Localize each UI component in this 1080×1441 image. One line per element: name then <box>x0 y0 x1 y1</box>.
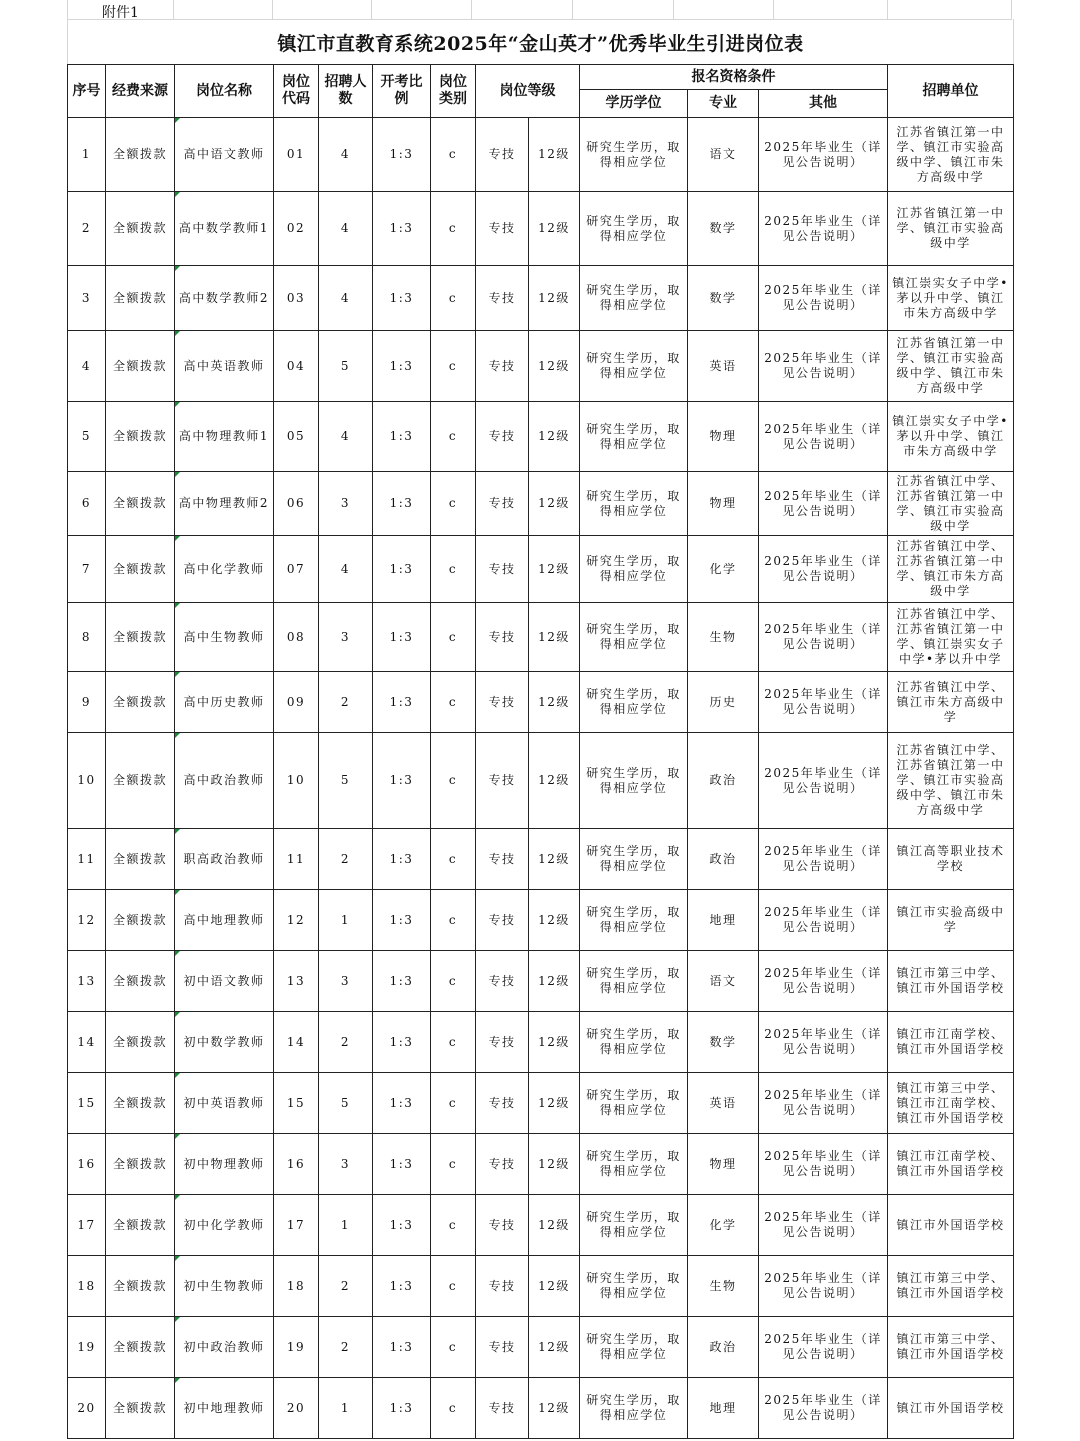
row-post-code: 10 <box>274 733 319 829</box>
row-post-type: c <box>431 118 476 192</box>
row-unit: 镇江崇实女子中学•茅以升中学、镇江市朱方高级中学 <box>888 402 1014 472</box>
row-post-grade: 12级 <box>529 603 580 672</box>
row-other: 2025年毕业生（详见公告说明） <box>759 1073 888 1134</box>
row-post-grade: 12级 <box>529 472 580 536</box>
row-post-grade: 12级 <box>529 1012 580 1073</box>
row-major: 化学 <box>688 536 759 603</box>
row-funding: 全额拨款 <box>106 829 175 890</box>
header-seq: 序号 <box>68 65 106 118</box>
row-hire-count: 3 <box>319 951 373 1012</box>
row-funding: 全额拨款 <box>106 890 175 951</box>
row-unit: 镇江市第三中学、镇江市江南学校、镇江市外国语学校 <box>888 1073 1014 1134</box>
row-exam-ratio: 1:3 <box>373 118 431 192</box>
header-post-code: 岗位代码 <box>274 65 319 118</box>
row-seq: 20 <box>68 1378 106 1439</box>
row-seq: 8 <box>68 603 106 672</box>
table-row <box>68 829 1014 890</box>
row-unit: 江苏省镇江中学、江苏省镇江第一中学、镇江市实验高级中学 <box>888 472 1014 536</box>
row-seq: 12 <box>68 890 106 951</box>
row-post-grade: 12级 <box>529 733 580 829</box>
row-exam-ratio: 1:3 <box>373 1256 431 1317</box>
row-post-grade: 12级 <box>529 1195 580 1256</box>
row-post-name: 高中物理教师2 <box>175 472 274 536</box>
row-hire-count: 4 <box>319 536 373 603</box>
row-post-grade: 12级 <box>529 1134 580 1195</box>
row-post-name: 初中数学教师 <box>175 1012 274 1073</box>
row-post-code: 11 <box>274 829 319 890</box>
header-funding: 经费来源 <box>106 65 175 118</box>
row-post-category: 专技 <box>476 402 529 472</box>
row-seq: 1 <box>68 118 106 192</box>
row-major: 语文 <box>688 118 759 192</box>
row-major: 生物 <box>688 603 759 672</box>
row-major: 历史 <box>688 672 759 733</box>
attachment-label: 附件1 <box>102 5 139 21</box>
row-hire-count: 1 <box>319 1378 373 1439</box>
row-hire-count: 3 <box>319 1134 373 1195</box>
title-row <box>67 19 1014 64</box>
row-hire-count: 1 <box>319 890 373 951</box>
row-other: 2025年毕业生（详见公告说明） <box>759 733 888 829</box>
row-post-grade: 12级 <box>529 951 580 1012</box>
row-seq: 15 <box>68 1073 106 1134</box>
row-other: 2025年毕业生（详见公告说明） <box>759 536 888 603</box>
row-post-grade: 12级 <box>529 331 580 402</box>
table-row <box>68 733 1014 829</box>
row-unit: 江苏省镇江第一中学、镇江市实验高级中学、镇江市朱方高级中学 <box>888 118 1014 192</box>
row-other: 2025年毕业生（详见公告说明） <box>759 951 888 1012</box>
row-post-code: 06 <box>274 472 319 536</box>
row-unit: 江苏省镇江第一中学、镇江市实验高级中学、镇江市朱方高级中学 <box>888 331 1014 402</box>
row-other: 2025年毕业生（详见公告说明） <box>759 890 888 951</box>
row-post-code: 12 <box>274 890 319 951</box>
row-hire-count: 1 <box>319 1195 373 1256</box>
row-post-type: c <box>431 733 476 829</box>
row-major: 物理 <box>688 1134 759 1195</box>
row-seq: 16 <box>68 1134 106 1195</box>
row-unit: 镇江高等职业技术学校 <box>888 829 1014 890</box>
row-major: 政治 <box>688 829 759 890</box>
row-post-category: 专技 <box>476 266 529 331</box>
row-major: 数学 <box>688 266 759 331</box>
row-post-type: c <box>431 1317 476 1378</box>
row-post-name: 职高政治教师 <box>175 829 274 890</box>
row-education: 研究生学历，取得相应学位 <box>580 536 688 603</box>
row-post-grade: 12级 <box>529 890 580 951</box>
row-hire-count: 4 <box>319 118 373 192</box>
row-exam-ratio: 1:3 <box>373 951 431 1012</box>
row-post-name: 高中数学教师1 <box>175 192 274 266</box>
row-seq: 6 <box>68 472 106 536</box>
header-post-grade: 岗位等级 <box>476 65 580 118</box>
row-post-type: c <box>431 1073 476 1134</box>
row-post-name: 初中地理教师 <box>175 1378 274 1439</box>
row-post-code: 09 <box>274 672 319 733</box>
row-education: 研究生学历，取得相应学位 <box>580 192 688 266</box>
row-unit: 江苏省镇江中学、江苏省镇江第一中学、镇江崇实女子中学•茅以升中学 <box>888 603 1014 672</box>
row-post-code: 07 <box>274 536 319 603</box>
row-unit: 江苏省镇江第一中学、镇江市实验高级中学 <box>888 192 1014 266</box>
row-exam-ratio: 1:3 <box>373 829 431 890</box>
row-exam-ratio: 1:3 <box>373 331 431 402</box>
row-funding: 全额拨款 <box>106 266 175 331</box>
row-funding: 全额拨款 <box>106 1378 175 1439</box>
row-post-type: c <box>431 1256 476 1317</box>
row-seq: 5 <box>68 402 106 472</box>
row-post-category: 专技 <box>476 1378 529 1439</box>
row-post-name: 高中英语教师 <box>175 331 274 402</box>
table-row <box>68 536 1014 603</box>
row-exam-ratio: 1:3 <box>373 402 431 472</box>
row-major: 物理 <box>688 402 759 472</box>
row-post-category: 专技 <box>476 829 529 890</box>
row-seq: 14 <box>68 1012 106 1073</box>
row-funding: 全额拨款 <box>106 1317 175 1378</box>
row-post-category: 专技 <box>476 331 529 402</box>
row-major: 地理 <box>688 1378 759 1439</box>
row-post-type: c <box>431 402 476 472</box>
row-hire-count: 2 <box>319 1012 373 1073</box>
row-funding: 全额拨款 <box>106 1134 175 1195</box>
row-seq: 2 <box>68 192 106 266</box>
row-post-type: c <box>431 603 476 672</box>
row-post-name: 初中英语教师 <box>175 1073 274 1134</box>
row-post-category: 专技 <box>476 118 529 192</box>
row-unit: 江苏省镇江中学、镇江市朱方高级中学 <box>888 672 1014 733</box>
row-post-grade: 12级 <box>529 1073 580 1134</box>
table-row <box>68 1134 1014 1195</box>
table-row <box>68 890 1014 951</box>
row-exam-ratio: 1:3 <box>373 1134 431 1195</box>
row-other: 2025年毕业生（详见公告说明） <box>759 1256 888 1317</box>
row-post-type: c <box>431 192 476 266</box>
table-row <box>68 331 1014 402</box>
row-post-category: 专技 <box>476 1073 529 1134</box>
row-post-grade: 12级 <box>529 118 580 192</box>
row-seq: 9 <box>68 672 106 733</box>
row-exam-ratio: 1:3 <box>373 733 431 829</box>
row-post-type: c <box>431 472 476 536</box>
row-post-type: c <box>431 890 476 951</box>
table-row <box>68 672 1014 733</box>
row-major: 化学 <box>688 1195 759 1256</box>
row-post-type: c <box>431 672 476 733</box>
row-post-code: 14 <box>274 1012 319 1073</box>
row-exam-ratio: 1:3 <box>373 1317 431 1378</box>
row-hire-count: 2 <box>319 829 373 890</box>
row-exam-ratio: 1:3 <box>373 672 431 733</box>
row-post-category: 专技 <box>476 733 529 829</box>
row-post-category: 专技 <box>476 890 529 951</box>
row-unit: 镇江市第三中学、镇江市外国语学校 <box>888 1256 1014 1317</box>
row-education: 研究生学历，取得相应学位 <box>580 1378 688 1439</box>
row-other: 2025年毕业生（详见公告说明） <box>759 1134 888 1195</box>
row-education: 研究生学历，取得相应学位 <box>580 829 688 890</box>
row-education: 研究生学历，取得相应学位 <box>580 890 688 951</box>
row-seq: 19 <box>68 1317 106 1378</box>
row-post-category: 专技 <box>476 536 529 603</box>
row-post-name: 高中地理教师 <box>175 890 274 951</box>
row-post-grade: 12级 <box>529 1378 580 1439</box>
row-post-category: 专技 <box>476 603 529 672</box>
row-hire-count: 2 <box>319 672 373 733</box>
row-post-category: 专技 <box>476 672 529 733</box>
row-post-grade: 12级 <box>529 1317 580 1378</box>
table-row <box>68 266 1014 331</box>
row-education: 研究生学历，取得相应学位 <box>580 331 688 402</box>
row-exam-ratio: 1:3 <box>373 1012 431 1073</box>
row-post-category: 专技 <box>476 192 529 266</box>
row-hire-count: 3 <box>319 472 373 536</box>
table-row <box>68 402 1014 472</box>
row-other: 2025年毕业生（详见公告说明） <box>759 603 888 672</box>
row-exam-ratio: 1:3 <box>373 1195 431 1256</box>
row-education: 研究生学历，取得相应学位 <box>580 1073 688 1134</box>
row-post-type: c <box>431 266 476 331</box>
row-education: 研究生学历，取得相应学位 <box>580 733 688 829</box>
table-row <box>68 1317 1014 1378</box>
row-post-code: 20 <box>274 1378 319 1439</box>
row-post-code: 16 <box>274 1134 319 1195</box>
row-funding: 全额拨款 <box>106 1012 175 1073</box>
row-funding: 全额拨款 <box>106 672 175 733</box>
row-other: 2025年毕业生（详见公告说明） <box>759 472 888 536</box>
row-unit: 镇江市实验高级中学 <box>888 890 1014 951</box>
row-unit: 镇江市江南学校、镇江市外国语学校 <box>888 1012 1014 1073</box>
header-post-type: 岗位类别 <box>431 65 476 118</box>
row-hire-count: 4 <box>319 266 373 331</box>
row-funding: 全额拨款 <box>106 331 175 402</box>
row-post-type: c <box>431 1012 476 1073</box>
row-post-name: 高中历史教师 <box>175 672 274 733</box>
table-body <box>68 118 1014 1439</box>
row-funding: 全额拨款 <box>106 536 175 603</box>
row-unit: 镇江市第三中学、镇江市外国语学校 <box>888 1317 1014 1378</box>
row-post-grade: 12级 <box>529 536 580 603</box>
row-other: 2025年毕业生（详见公告说明） <box>759 266 888 331</box>
table-row <box>68 1256 1014 1317</box>
row-major: 政治 <box>688 733 759 829</box>
row-other: 2025年毕业生（详见公告说明） <box>759 118 888 192</box>
row-funding: 全额拨款 <box>106 118 175 192</box>
header-requirements: 报名资格条件 <box>580 65 888 90</box>
row-post-category: 专技 <box>476 951 529 1012</box>
row-post-code: 04 <box>274 331 319 402</box>
row-seq: 13 <box>68 951 106 1012</box>
header-major: 专业 <box>688 90 759 118</box>
row-hire-count: 4 <box>319 192 373 266</box>
row-major: 数学 <box>688 1012 759 1073</box>
row-other: 2025年毕业生（详见公告说明） <box>759 1378 888 1439</box>
row-hire-count: 5 <box>319 1073 373 1134</box>
row-post-type: c <box>431 829 476 890</box>
row-education: 研究生学历，取得相应学位 <box>580 951 688 1012</box>
row-seq: 3 <box>68 266 106 331</box>
table-row <box>68 951 1014 1012</box>
row-hire-count: 4 <box>319 402 373 472</box>
row-major: 政治 <box>688 1317 759 1378</box>
row-post-code: 18 <box>274 1256 319 1317</box>
row-hire-count: 3 <box>319 603 373 672</box>
row-exam-ratio: 1:3 <box>373 192 431 266</box>
row-major: 地理 <box>688 890 759 951</box>
header-hire-count: 招聘人数 <box>319 65 373 118</box>
table-row <box>68 603 1014 672</box>
row-education: 研究生学历，取得相应学位 <box>580 672 688 733</box>
row-post-type: c <box>431 1195 476 1256</box>
row-exam-ratio: 1:3 <box>373 1378 431 1439</box>
row-other: 2025年毕业生（详见公告说明） <box>759 672 888 733</box>
row-other: 2025年毕业生（详见公告说明） <box>759 402 888 472</box>
row-unit: 江苏省镇江中学、江苏省镇江第一中学、镇江市朱方高级中学 <box>888 536 1014 603</box>
row-education: 研究生学历，取得相应学位 <box>580 402 688 472</box>
row-post-grade: 12级 <box>529 266 580 331</box>
page-title: 镇江市直教育系统2025年“金山英才”优秀毕业生引进岗位表 <box>277 33 804 55</box>
header-unit: 招聘单位 <box>888 65 1014 118</box>
row-post-code: 05 <box>274 402 319 472</box>
row-exam-ratio: 1:3 <box>373 472 431 536</box>
row-education: 研究生学历，取得相应学位 <box>580 1256 688 1317</box>
row-post-name: 高中化学教师 <box>175 536 274 603</box>
row-post-name: 高中物理教师1 <box>175 402 274 472</box>
row-post-category: 专技 <box>476 1256 529 1317</box>
row-unit: 江苏省镇江中学、江苏省镇江第一中学、镇江市实验高级中学、镇江市朱方高级中学 <box>888 733 1014 829</box>
row-post-type: c <box>431 1378 476 1439</box>
row-unit: 镇江崇实女子中学•茅以升中学、镇江市朱方高级中学 <box>888 266 1014 331</box>
row-education: 研究生学历，取得相应学位 <box>580 1134 688 1195</box>
row-major: 语文 <box>688 951 759 1012</box>
row-funding: 全额拨款 <box>106 472 175 536</box>
jobs-table <box>67 64 1014 1439</box>
table-row <box>68 1378 1014 1439</box>
table-row <box>68 1073 1014 1134</box>
row-unit: 镇江市外国语学校 <box>888 1195 1014 1256</box>
table-row <box>68 1012 1014 1073</box>
row-post-grade: 12级 <box>529 402 580 472</box>
row-funding: 全额拨款 <box>106 1195 175 1256</box>
row-funding: 全额拨款 <box>106 402 175 472</box>
row-post-name: 高中政治教师 <box>175 733 274 829</box>
row-post-category: 专技 <box>476 1317 529 1378</box>
row-education: 研究生学历，取得相应学位 <box>580 118 688 192</box>
row-post-category: 专技 <box>476 472 529 536</box>
header-post-name: 岗位名称 <box>175 65 274 118</box>
row-seq: 7 <box>68 536 106 603</box>
row-education: 研究生学历，取得相应学位 <box>580 1012 688 1073</box>
table-row <box>68 192 1014 266</box>
row-unit: 镇江市第三中学、镇江市外国语学校 <box>888 951 1014 1012</box>
row-funding: 全额拨款 <box>106 192 175 266</box>
row-post-type: c <box>431 951 476 1012</box>
row-exam-ratio: 1:3 <box>373 266 431 331</box>
row-seq: 17 <box>68 1195 106 1256</box>
row-hire-count: 5 <box>319 331 373 402</box>
row-post-code: 17 <box>274 1195 319 1256</box>
row-other: 2025年毕业生（详见公告说明） <box>759 331 888 402</box>
row-seq: 4 <box>68 331 106 402</box>
row-post-name: 初中生物教师 <box>175 1256 274 1317</box>
row-funding: 全额拨款 <box>106 603 175 672</box>
row-post-code: 01 <box>274 118 319 192</box>
row-hire-count: 2 <box>319 1317 373 1378</box>
row-education: 研究生学历，取得相应学位 <box>580 266 688 331</box>
table-row <box>68 472 1014 536</box>
row-post-category: 专技 <box>476 1012 529 1073</box>
attachment-row <box>67 0 1012 20</box>
header-other: 其他 <box>759 90 888 118</box>
row-post-type: c <box>431 1134 476 1195</box>
row-post-name: 初中物理教师 <box>175 1134 274 1195</box>
header-education: 学历学位 <box>580 90 688 118</box>
row-post-code: 15 <box>274 1073 319 1134</box>
row-major: 英语 <box>688 1073 759 1134</box>
row-other: 2025年毕业生（详见公告说明） <box>759 1317 888 1378</box>
row-major: 生物 <box>688 1256 759 1317</box>
row-post-grade: 12级 <box>529 829 580 890</box>
row-post-grade: 12级 <box>529 1256 580 1317</box>
row-hire-count: 5 <box>319 733 373 829</box>
table-row <box>68 118 1014 192</box>
row-post-name: 初中化学教师 <box>175 1195 274 1256</box>
row-funding: 全额拨款 <box>106 1256 175 1317</box>
row-other: 2025年毕业生（详见公告说明） <box>759 829 888 890</box>
row-exam-ratio: 1:3 <box>373 603 431 672</box>
row-post-category: 专技 <box>476 1195 529 1256</box>
row-education: 研究生学历，取得相应学位 <box>580 1195 688 1256</box>
row-funding: 全额拨款 <box>106 733 175 829</box>
row-post-name: 初中政治教师 <box>175 1317 274 1378</box>
row-other: 2025年毕业生（详见公告说明） <box>759 1012 888 1073</box>
row-major: 英语 <box>688 331 759 402</box>
table-row <box>68 1195 1014 1256</box>
row-post-code: 08 <box>274 603 319 672</box>
row-post-code: 19 <box>274 1317 319 1378</box>
row-post-code: 13 <box>274 951 319 1012</box>
row-major: 物理 <box>688 472 759 536</box>
row-post-name: 高中数学教师2 <box>175 266 274 331</box>
row-post-name: 初中语文教师 <box>175 951 274 1012</box>
row-unit: 镇江市外国语学校 <box>888 1378 1014 1439</box>
row-post-type: c <box>431 536 476 603</box>
row-post-name: 高中语文教师 <box>175 118 274 192</box>
row-funding: 全额拨款 <box>106 1073 175 1134</box>
row-post-code: 02 <box>274 192 319 266</box>
row-exam-ratio: 1:3 <box>373 1073 431 1134</box>
row-post-category: 专技 <box>476 1134 529 1195</box>
row-major: 数学 <box>688 192 759 266</box>
header-exam-ratio: 开考比例 <box>373 65 431 118</box>
row-other: 2025年毕业生（详见公告说明） <box>759 192 888 266</box>
row-funding: 全额拨款 <box>106 951 175 1012</box>
row-post-grade: 12级 <box>529 672 580 733</box>
row-seq: 10 <box>68 733 106 829</box>
row-post-grade: 12级 <box>529 192 580 266</box>
row-post-code: 03 <box>274 266 319 331</box>
row-education: 研究生学历，取得相应学位 <box>580 472 688 536</box>
row-hire-count: 2 <box>319 1256 373 1317</box>
row-post-type: c <box>431 331 476 402</box>
row-unit: 镇江市江南学校、镇江市外国语学校 <box>888 1134 1014 1195</box>
row-post-name: 高中生物教师 <box>175 603 274 672</box>
row-exam-ratio: 1:3 <box>373 536 431 603</box>
row-seq: 18 <box>68 1256 106 1317</box>
row-exam-ratio: 1:3 <box>373 890 431 951</box>
row-education: 研究生学历，取得相应学位 <box>580 603 688 672</box>
row-education: 研究生学历，取得相应学位 <box>580 1317 688 1378</box>
row-seq: 11 <box>68 829 106 890</box>
row-other: 2025年毕业生（详见公告说明） <box>759 1195 888 1256</box>
